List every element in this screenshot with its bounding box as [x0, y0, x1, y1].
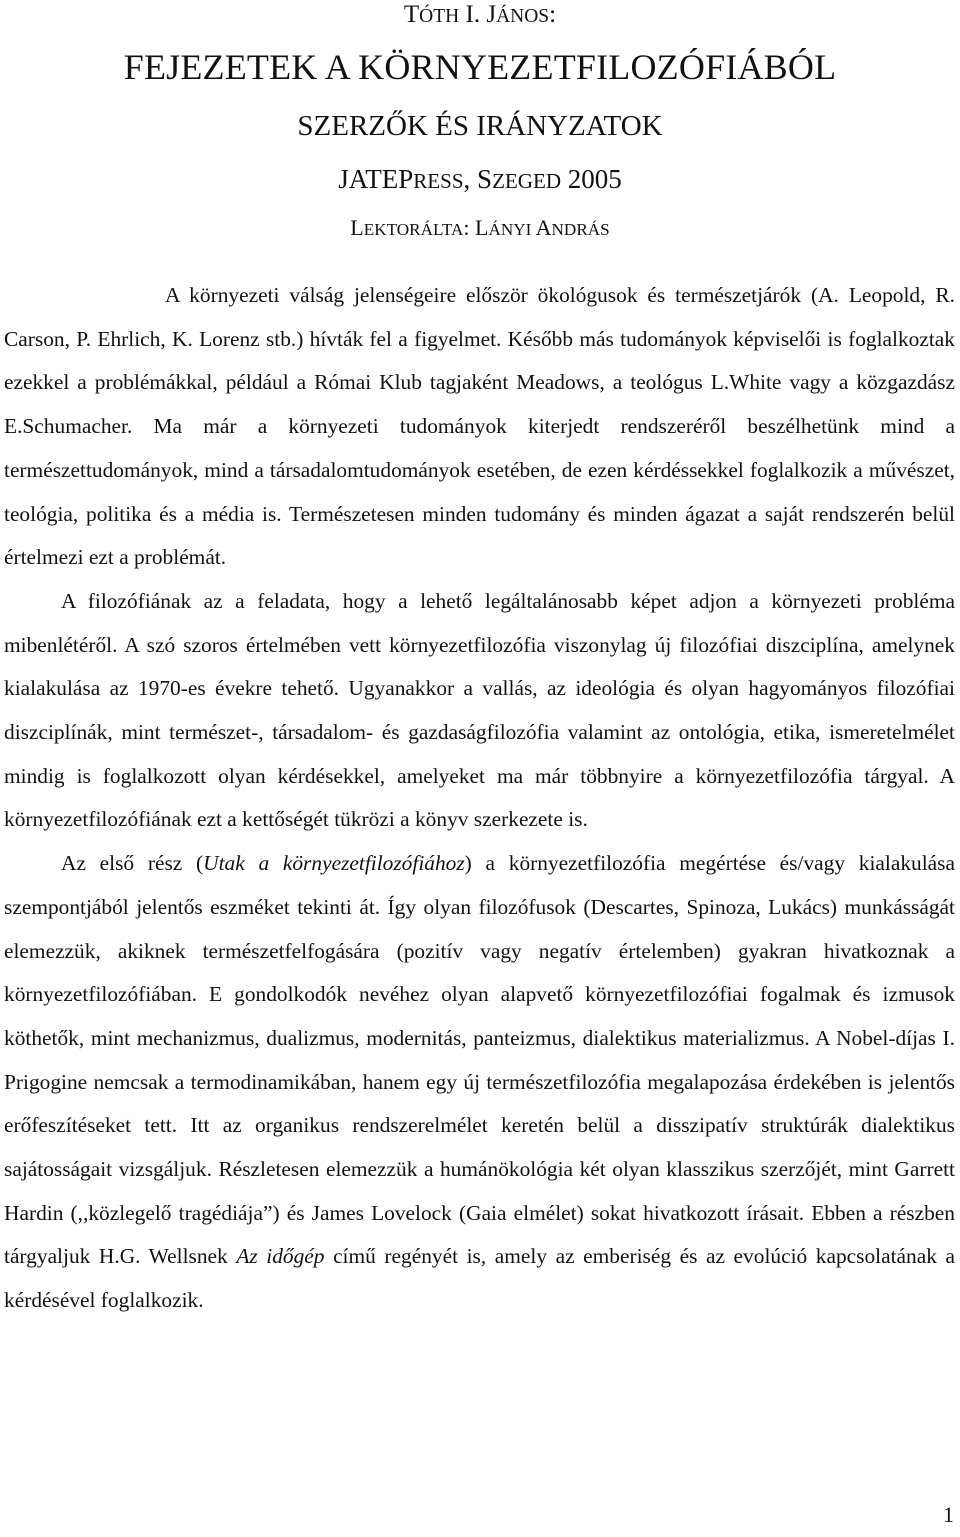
- book-title: FEJEZETEK A KÖRNYEZETFILOZÓFIÁBÓL: [123, 47, 837, 87]
- book-subtitle: SZERZŐK ÉS IRÁNYZATOK: [297, 110, 663, 142]
- novel-title: Az időgép: [236, 1244, 325, 1269]
- publisher-line: JATEPRESS, SZEGED 2005: [338, 164, 622, 194]
- page-number: 1: [943, 1502, 954, 1527]
- body-text: [4, 274, 955, 1323]
- paragraph-3-end: című regényét is, amely az emberiség és az evolúció kapcsolatának a kérdésével foglalkozik.: [4, 1244, 955, 1313]
- part-title: Utak a környezetfilozófiához: [203, 851, 465, 876]
- reviewer-line: LEKTORÁLTA: LÁNYI ANDRÁS: [350, 215, 610, 240]
- paragraph-3: [4, 842, 955, 1323]
- author-line: TÓTH I. JÁNOS:: [403, 1, 557, 28]
- paragraph-3-body: ) a környezetfilozófia megértése és/vagy kialakulása szempontjából jelentős eszméket tekinti át. Így olyan filozófusok (Descartes, Spinoza, Lukács) munkásságát elemezzük, akiknek természetfelfogására (pozitív vagy negatív értelemben) gyakran hivatkoznak a környezetfilozófiában. E gondolkodók nevéhez olyan alapvető környezetfilozófiai fogalmak és izmusok köthetők, mint mechanizmus, dualizmus, modernitás, panteizmus, dialektikus materializmus. A Nobel-díjas I. Prigogine nemcsak a termodinamikában, hanem egy új természetfilozófia megalapozása érdekében is jelentős erőfeszítéseket tett. Itt az organikus rendszerelmélet keretén belül a disszipatív struktúrák dialektikus sajátosságait vizsgáljuk. Részletesen elemezzük a humánökológia két olyan klasszikus szerzőjét, mint Garrett Hardin (,,közlegelő tragédiája”) és James Lovelock (Gaia elmélet) sokat hivatkozott írásait. Ebben a részben tárgyaljuk H.G. Wellsnek: [4, 851, 955, 1269]
- paragraph-3-intro: Az első rész (: [61, 851, 204, 876]
- paragraph-2: A filozófiának az a feladata, hogy a lehető legáltalánosabb képet adjon a környezeti probléma mibenlétéről. A szó szoros értelmében vett környezetfilozófia viszonylag új filozófiai diszciplína, amelynek kialakulása az 1970-es évekre tehető. Ugyanakkor a vallás, az ideológia és olyan hagyományos filozófiai diszciplínák, mint természet-, társadalom- és gazdaságfilozófia valamint az ontológia, etika, ismeretelmélet mindig is foglalkozott olyan kérdésekkel, amelyeket ma már többnyire a környezetfilozófia tárgyal. A környezetfilozófiának ezt a kettőségét tükrözi a könyv szerkezete is.: [4, 588, 955, 832]
- paragraph-1: A környezeti válság jelenségeire először ökológusok és természetjárók (A. Leopold, R. Carson, P. Ehrlich, K. Lorenz stb.) hívták fel a figyelmet. Később más tudományok képviselői is foglalkoztak ezekkel a problémákkal, például a Római Klub tagjaként Meadows, a teológus L.White vagy a közgazdász E.Schumacher. Ma már a környezeti tudományok kiterjedt rendszeréről beszélhetünk mind a természettudományok, mind a társadalomtudományok esetében, de ezen kérdéssekkel foglalkozik a művészet, teológia, politika és a média is. Természetesen minden tudomány és minden ágazat a saját rendszerén belül értelmezi ezt a problémát.: [4, 283, 955, 570]
